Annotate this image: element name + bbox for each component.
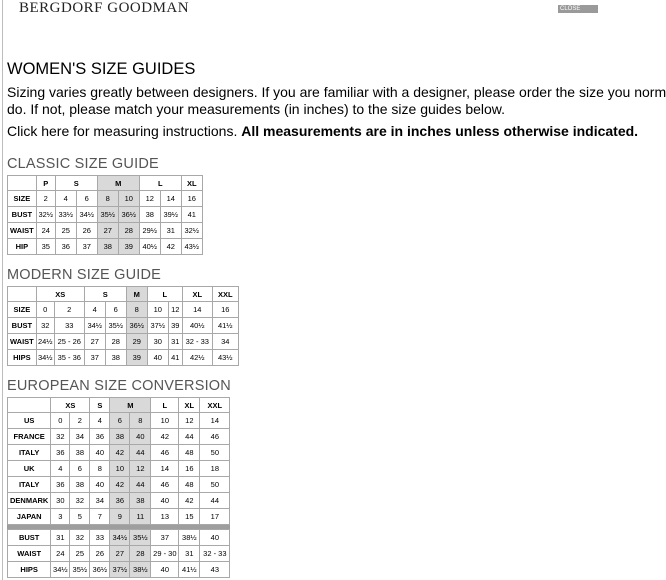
- table-cell: 35 - 36: [54, 350, 84, 366]
- european-size-table: [7, 397, 230, 578]
- table-cell: 39: [168, 318, 182, 334]
- header-cell: XL: [181, 176, 202, 191]
- header-cell: S: [84, 287, 126, 302]
- table-cell: 32: [36, 318, 54, 334]
- table-cell: 31: [179, 546, 200, 562]
- table-cell: 16: [212, 302, 238, 318]
- header-cell: [8, 176, 37, 191]
- table-cell: 36: [110, 493, 130, 509]
- table-cell: 7: [90, 509, 110, 525]
- brand-logo[interactable]: BERGDORF GOODMAN: [19, 0, 190, 16]
- table-cell: 50: [200, 477, 230, 493]
- table-cell: 34½: [51, 562, 70, 578]
- header-cell: XS: [36, 287, 84, 302]
- row-label: BUST: [8, 207, 37, 223]
- table-cell: 32½: [181, 223, 202, 239]
- header-cell: L: [151, 398, 179, 413]
- row-label: DENMARK: [8, 493, 51, 509]
- table-cell: 18: [200, 461, 230, 477]
- table-cell: 44: [130, 445, 151, 461]
- table-cell: 27: [110, 546, 130, 562]
- table-row: [8, 509, 230, 525]
- table-cell: 27: [97, 223, 118, 239]
- table-cell: 31: [160, 223, 181, 239]
- table-cell: 36: [51, 477, 70, 493]
- table-cell: 2: [36, 191, 55, 207]
- table-cell: 38½: [179, 530, 200, 546]
- table-cell: 44: [179, 429, 200, 445]
- table-cell: 38: [139, 207, 160, 223]
- header-cell: XS: [51, 398, 90, 413]
- table-cell: 24: [51, 546, 70, 562]
- table-cell: 32: [70, 493, 90, 509]
- header-cell: L: [147, 287, 182, 302]
- header-cell: M: [126, 287, 147, 302]
- table-cell: 9: [110, 509, 130, 525]
- table-cell: 28: [118, 223, 139, 239]
- table-row: [8, 413, 230, 429]
- intro-text: [7, 84, 666, 118]
- table-cell: 24½: [36, 334, 54, 350]
- table-row: [8, 445, 230, 461]
- row-label: SIZE: [8, 191, 37, 207]
- table-cell: 34½: [84, 318, 105, 334]
- table-cell: 46: [151, 445, 179, 461]
- table-cell: 14: [200, 413, 230, 429]
- table-cell: 12: [168, 302, 182, 318]
- table-row: [8, 207, 203, 223]
- table-cell: 37½: [147, 318, 168, 334]
- table-cell: 29½: [139, 223, 160, 239]
- row-label: JAPAN: [8, 509, 51, 525]
- measuring-instructions-line: [7, 123, 638, 139]
- table-cell: 46: [151, 477, 179, 493]
- table-cell: 13: [151, 509, 179, 525]
- table-cell: 36½: [126, 318, 147, 334]
- table-cell: 36: [90, 429, 110, 445]
- table-cell: 15: [179, 509, 200, 525]
- modern-size-table: [7, 286, 239, 366]
- header-cell: L: [139, 176, 181, 191]
- table-cell: 30: [147, 334, 168, 350]
- header-cell: XXL: [212, 287, 238, 302]
- row-label: WAIST: [8, 334, 37, 350]
- table-cell: 6: [76, 191, 97, 207]
- classic-header-row: [8, 176, 203, 191]
- table-cell: 43½: [181, 239, 202, 255]
- table-cell: 37: [76, 239, 97, 255]
- table-cell: 37: [151, 530, 179, 546]
- table-row: [8, 191, 203, 207]
- table-cell: 14: [160, 191, 181, 207]
- table-cell: 4: [51, 461, 70, 477]
- table-cell: 24: [36, 223, 55, 239]
- header-cell: XXL: [200, 398, 230, 413]
- table-cell: 28: [105, 334, 126, 350]
- table-cell: 38: [70, 477, 90, 493]
- table-row: [8, 429, 230, 445]
- row-label: WAIST: [8, 223, 37, 239]
- table-cell: 4: [55, 191, 76, 207]
- table-cell: 32 - 33: [200, 546, 230, 562]
- table-cell: 38½: [130, 562, 151, 578]
- table-cell: 12: [179, 413, 200, 429]
- table-cell: 42: [179, 493, 200, 509]
- table-cell: 39: [126, 350, 147, 366]
- header-cell: XL: [179, 398, 200, 413]
- table-cell: 46: [200, 429, 230, 445]
- table-cell: 50: [200, 445, 230, 461]
- table-cell: 6: [105, 302, 126, 318]
- modern-header-row: [8, 287, 239, 302]
- table-cell: 38: [105, 350, 126, 366]
- table-row: [8, 302, 239, 318]
- table-cell: 10: [118, 191, 139, 207]
- header-cell: XL: [182, 287, 212, 302]
- table-cell: 38: [97, 239, 118, 255]
- table-cell: 44: [200, 493, 230, 509]
- table-cell: 31: [168, 334, 182, 350]
- table-cell: 36½: [90, 562, 110, 578]
- table-cell: 32½: [36, 207, 55, 223]
- table-cell: 14: [151, 461, 179, 477]
- table-cell: 32: [51, 429, 70, 445]
- modern-size-guide-title: MODERN SIZE GUIDE: [7, 267, 162, 283]
- table-cell: 44: [130, 477, 151, 493]
- table-cell: 41: [181, 207, 202, 223]
- row-label: HIPS: [8, 350, 37, 366]
- table-cell: 25: [55, 223, 76, 239]
- table-cell: 10: [147, 302, 168, 318]
- row-label: SIZE: [8, 302, 37, 318]
- row-label: UK: [8, 461, 51, 477]
- page-title: WOMEN'S SIZE GUIDES: [7, 60, 196, 78]
- table-row: [8, 530, 230, 546]
- measuring-instructions-link[interactable]: here: [41, 123, 70, 139]
- table-cell: 36: [55, 239, 76, 255]
- table-cell: 42: [110, 445, 130, 461]
- table-cell: 16: [179, 461, 200, 477]
- table-cell: 35: [36, 239, 55, 255]
- intro-line-1: Sizing varies greatly between designers. If you are familiar with a designer, please order the size you norm: [7, 84, 666, 100]
- header-cell: S: [90, 398, 110, 413]
- table-cell: 40½: [139, 239, 160, 255]
- table-cell: 3: [51, 509, 70, 525]
- table-cell: 38: [130, 493, 151, 509]
- table-cell: 48: [179, 445, 200, 461]
- table-cell: 8: [130, 413, 151, 429]
- table-cell: 26: [90, 546, 110, 562]
- table-cell: 34: [70, 429, 90, 445]
- table-cell: 37½: [110, 562, 130, 578]
- table-row: [8, 334, 239, 350]
- table-cell: 25 - 26: [54, 334, 84, 350]
- table-cell: 12: [139, 191, 160, 207]
- header-cell: M: [97, 176, 139, 191]
- table-cell: 4: [84, 302, 105, 318]
- row-label: HIP: [8, 239, 37, 255]
- table-cell: 39: [118, 239, 139, 255]
- table-cell: 6: [70, 461, 90, 477]
- table-cell: 8: [90, 461, 110, 477]
- table-cell: 40: [151, 493, 179, 509]
- european-size-conversion-title: EUROPEAN SIZE CONVERSION: [7, 378, 231, 394]
- table-cell: 2: [54, 302, 84, 318]
- table-cell: 40: [90, 477, 110, 493]
- table-cell: 36: [51, 445, 70, 461]
- table-cell: 40: [147, 350, 168, 366]
- table-cell: 34½: [110, 530, 130, 546]
- table-cell: 31: [51, 530, 70, 546]
- table-cell: 42: [160, 239, 181, 255]
- table-row: [8, 461, 230, 477]
- click-suffix: for measuring instructions.: [69, 123, 242, 139]
- classic-size-guide-title: CLASSIC SIZE GUIDE: [7, 156, 159, 172]
- row-label: BUST: [8, 318, 37, 334]
- table-cell: 39½: [160, 207, 181, 223]
- classic-size-table: [7, 175, 203, 255]
- header-cell: P: [36, 176, 55, 191]
- table-cell: 26: [76, 223, 97, 239]
- table-cell: 0: [51, 413, 70, 429]
- table-cell: 35½: [97, 207, 118, 223]
- table-cell: 11: [130, 509, 151, 525]
- table-row: [8, 546, 230, 562]
- table-cell: 34½: [36, 350, 54, 366]
- table-cell: 41½: [212, 318, 238, 334]
- table-row: [8, 477, 230, 493]
- table-cell: 35½: [130, 530, 151, 546]
- table-cell: 42½: [182, 350, 212, 366]
- table-cell: 33½: [55, 207, 76, 223]
- measurement-note: All measurements are in inches unless otherwise indicated.: [241, 123, 639, 139]
- table-row: [8, 562, 230, 578]
- table-cell: 8: [97, 191, 118, 207]
- table-cell: 35½: [105, 318, 126, 334]
- header-cell: [8, 287, 37, 302]
- row-label: BUST: [8, 530, 51, 546]
- header-cell: [8, 398, 51, 413]
- table-row: [8, 239, 203, 255]
- table-cell: 35½: [70, 562, 90, 578]
- table-cell: 10: [110, 461, 130, 477]
- table-cell: 33: [90, 530, 110, 546]
- table-cell: 10: [151, 413, 179, 429]
- table-cell: 34: [212, 334, 238, 350]
- table-cell: 32 - 33: [182, 334, 212, 350]
- table-row: [8, 318, 239, 334]
- table-cell: 30: [51, 493, 70, 509]
- table-cell: 40: [130, 429, 151, 445]
- table-cell: 29 - 30: [151, 546, 179, 562]
- table-cell: 17: [200, 509, 230, 525]
- table-cell: 27: [84, 334, 105, 350]
- table-cell: 4: [90, 413, 110, 429]
- table-cell: 38: [110, 429, 130, 445]
- table-cell: 40: [90, 445, 110, 461]
- table-cell: 33: [54, 318, 84, 334]
- table-cell: 28: [130, 546, 151, 562]
- table-row: [8, 223, 203, 239]
- table-cell: 41½: [179, 562, 200, 578]
- table-cell: 32: [70, 530, 90, 546]
- row-label: HIPS: [8, 562, 51, 578]
- row-label: ITALY: [8, 477, 51, 493]
- table-cell: 40: [200, 530, 230, 546]
- close-button[interactable]: CLOSE: [558, 5, 598, 13]
- table-cell: 16: [181, 191, 202, 207]
- table-cell: 29: [126, 334, 147, 350]
- table-cell: 34: [90, 493, 110, 509]
- table-row: [8, 493, 230, 509]
- table-cell: 41: [168, 350, 182, 366]
- click-prefix: Click: [7, 123, 42, 139]
- row-label: WAIST: [8, 546, 51, 562]
- table-cell: 5: [70, 509, 90, 525]
- table-cell: 42: [151, 429, 179, 445]
- table-cell: 8: [126, 302, 147, 318]
- table-cell: 37: [84, 350, 105, 366]
- table-cell: 40: [151, 562, 179, 578]
- table-cell: 48: [179, 477, 200, 493]
- table-cell: 0: [36, 302, 54, 318]
- table-cell: 12: [130, 461, 151, 477]
- table-row: [8, 350, 239, 366]
- table-cell: 25: [70, 546, 90, 562]
- table-cell: 34½: [76, 207, 97, 223]
- table-cell: 43½: [212, 350, 238, 366]
- table-cell: 40½: [182, 318, 212, 334]
- table-cell: 36½: [118, 207, 139, 223]
- row-label: ITALY: [8, 445, 51, 461]
- table-cell: 38: [70, 445, 90, 461]
- intro-line-2: do. If not, please match your measurements (in inches) to the size guides below.: [7, 101, 506, 117]
- window-left-border: [2, 0, 3, 580]
- row-label: US: [8, 413, 51, 429]
- row-label: FRANCE: [8, 429, 51, 445]
- table-cell: 2: [70, 413, 90, 429]
- header-cell: M: [110, 398, 151, 413]
- table-cell: 42: [110, 477, 130, 493]
- table-cell: 43: [200, 562, 230, 578]
- table-cell: 6: [110, 413, 130, 429]
- european-header-row: [8, 398, 230, 413]
- header-cell: S: [55, 176, 97, 191]
- table-cell: 14: [182, 302, 212, 318]
